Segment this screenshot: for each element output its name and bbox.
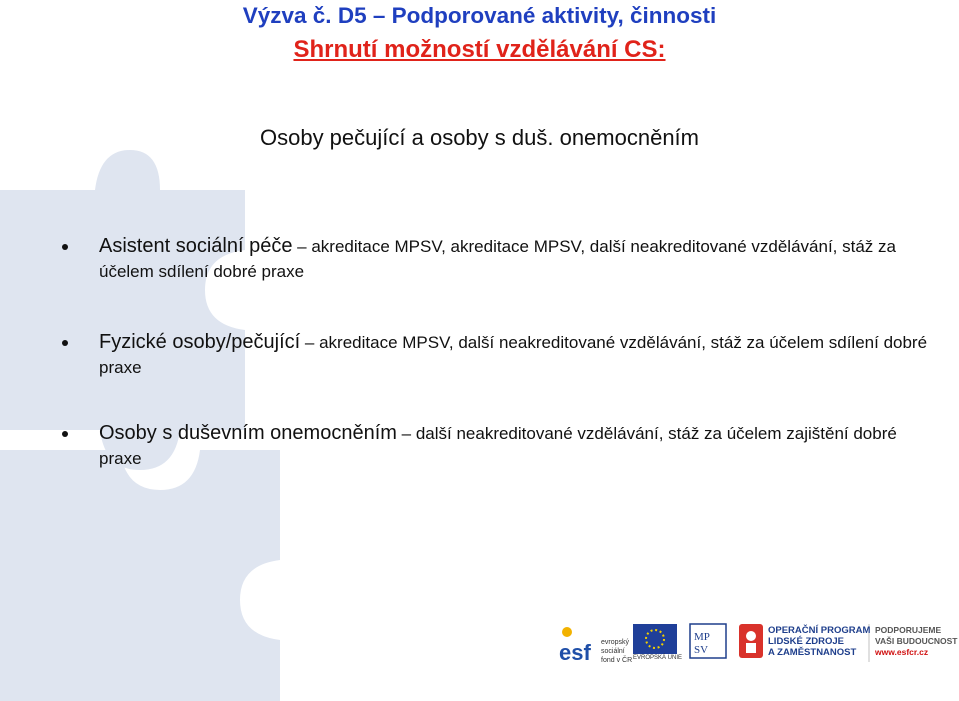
list-item-2 xyxy=(99,330,934,380)
title-line-2: Shrnutí možností vzdělávání CS: xyxy=(293,36,666,63)
bullet-2 xyxy=(62,340,68,346)
op-label: OPERAČNÍ PROGRAM LIDSKÉ ZDROJE A ZAMĚSTNANOST xyxy=(768,625,871,658)
eu-label: EVROPSKÁ UNIE xyxy=(633,655,683,661)
support-label: PODPORUJEME VAŠI BUDOUCNOST www.esfcr.cz xyxy=(875,625,958,657)
svg-text:MP: MP xyxy=(694,631,710,643)
list-item-2-lead: Fyzické osoby/pečující xyxy=(99,331,301,353)
title-line-1: Výzva č. D5 – Podporované aktivity, činnosti xyxy=(242,3,717,28)
mpsv-logo-icon xyxy=(690,624,726,658)
eu-flag-icon xyxy=(633,624,677,654)
svg-text:esf: esf xyxy=(559,640,591,665)
list-item-1-lead: Asistent sociální péče xyxy=(99,235,293,257)
list-item-3-lead: Osoby s duševním onemocněním xyxy=(99,422,397,444)
list-item-1 xyxy=(99,234,934,284)
subtitle: Osoby pečující a osoby s duš. onemocněním xyxy=(259,125,699,150)
bullet-1 xyxy=(62,244,68,250)
list-item-3 xyxy=(99,421,934,471)
list-item-2-rest: – akreditace MPSV, další neakreditované vzdělávání, stáž za účelem sdílení dobré praxe xyxy=(99,333,928,377)
svg-text:SV: SV xyxy=(694,644,709,656)
support-url: www.esfcr.cz xyxy=(875,647,929,657)
list-item-3-rest: – další neakreditované vzdělávání, stáž za účelem zajištění dobré praxe xyxy=(99,424,897,468)
oplzz-logo-icon xyxy=(739,624,763,658)
list-item-1-rest: – akreditace MPSV, akreditace MPSV, další neakreditované vzdělávání, stáž za účelem sdílení dobré praxe xyxy=(99,237,896,281)
esf-logo-icon xyxy=(557,624,597,665)
esf-small-label: evropský sociální fond v ČR xyxy=(601,639,633,664)
bullet-3 xyxy=(62,431,68,437)
